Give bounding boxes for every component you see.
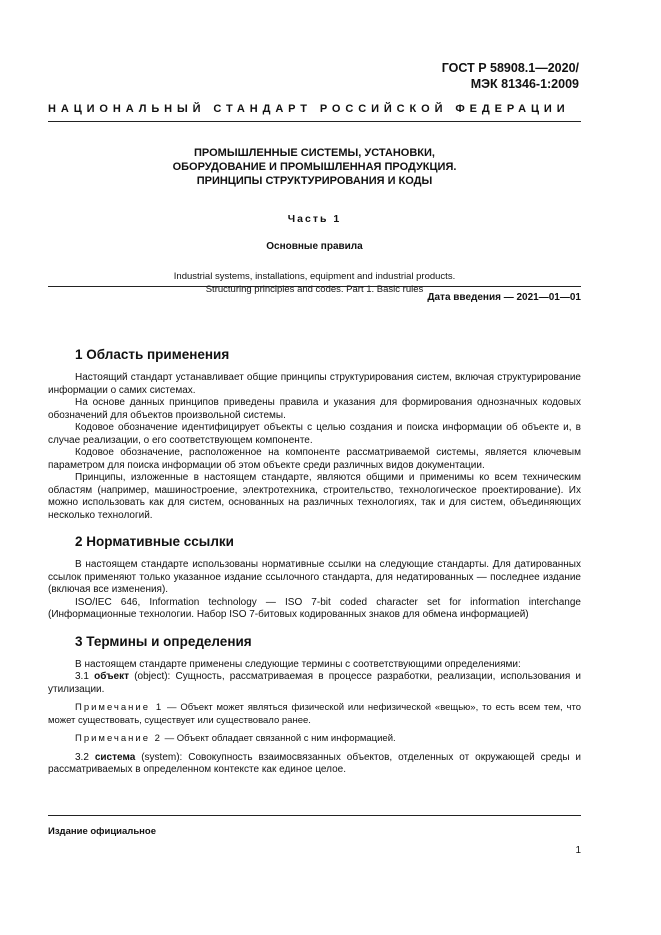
paragraph: В настоящем стандарте использованы нормативные ссылки на следующие стандарты. Для датированных ссылок применяют только указанное издание ссылочного стандарта, для недатированных — последнее издание (включая все изменения). (48, 559, 581, 595)
main-content (48, 347, 581, 777)
term-definition-3-2 (48, 752, 581, 777)
national-standard-heading: НАЦИОНАЛЬНЫЙ СТАНДАРТ РОССИЙСКОЙ ФЕДЕРАЦИИ (48, 103, 570, 115)
paragraph: ISO/IEC 646, Information technology — ISO 7-bit coded character set for information interchange (Информационные технологии. Набор ISO 7-битовых кодированных знаков для обмена информацией) (48, 596, 581, 620)
section-1-title: 1 Область применения (75, 347, 230, 362)
subtitle: Основные правила (266, 241, 363, 252)
title-rule (48, 286, 581, 287)
page-number: 1 (575, 845, 581, 856)
introduction-date: Дата введения — 2021—01—01 (427, 292, 581, 303)
standard-designation (442, 60, 579, 92)
paragraph: Принципы, изложенные в настоящем стандарте, являются общими и применимы ко всем техническим областям (например, машиностроение, электротехника, строительство, технологическое проектирование). Их можно использовать как для систем, основанных на различных технологиях, так и для систем, объединяющих несколько технологий. (48, 472, 581, 521)
term: объект (94, 671, 130, 682)
term: система (94, 751, 136, 763)
term-definition: (object): Сущность, рассматриваемая в процессе разработки, реализации, использования и утилизации. (48, 671, 582, 695)
footer-rule (48, 815, 581, 816)
note-1 (48, 702, 581, 727)
term-definition: (system): Совокупность взаимосвязанных объектов, отделенных от окружающей среды и рассматриваемых в определенном контексте как единое целое. (48, 751, 582, 775)
title-line-2: ОБОРУДОВАНИЕ И ПРОМЫШЛЕННАЯ ПРОДУКЦИЯ. (172, 161, 457, 173)
designation-line-2: МЭК 81346-1:2009 (470, 77, 579, 91)
note-2 (48, 733, 581, 746)
paragraph: Кодовое обозначение идентифицирует объекты с целью создания и поиска информации об объекте и, в случае реализации, о его соответствующем компоненте. (48, 422, 581, 446)
title-block (48, 146, 581, 296)
note-label: Примечание 1 (75, 702, 164, 713)
section-3-title: 3 Термины и определения (75, 633, 252, 649)
title-line-3: ПРИНЦИПЫ СТРУКТУРИРОВАНИЯ И КОДЫ (196, 175, 433, 187)
title-line-1: ПРОМЫШЛЕННЫЕ СИСТЕМЫ, УСТАНОВКИ, (194, 147, 435, 159)
paragraph: В настоящем стандарте применены следующие термины с соответствующими определениями: (75, 658, 521, 670)
note-text: — Объект может являться физической или нефизической «вещью», то есть всем тем, что может существовать, существует или существовало ранее. (48, 702, 582, 726)
term-number: 3.2 (75, 751, 89, 763)
term-number: 3.1 (75, 671, 89, 682)
english-title-line-1: Industrial systems, installations, equipment and industrial products. (173, 271, 456, 282)
paragraph: Кодовое обозначение, расположенное на компоненте рассматриваемой системы, является ключевым параметром для поиска информации об этом объекте среди различных видов документации. (48, 447, 581, 471)
note-label: Примечание 2 (75, 733, 162, 744)
paragraph: На основе данных принципов приведены правила и указания для формирования однозначных кодовых обозначений для объектов произвольной системы. (48, 397, 581, 421)
note-text: — Объект обладает связанной с ним информацией. (164, 733, 396, 744)
part-label: Часть 1 (287, 213, 342, 225)
header-rule (48, 121, 581, 122)
official-edition-label: Издание официальное (48, 826, 156, 837)
designation-line-1: ГОСТ Р 58908.1—2020/ (441, 61, 579, 75)
paragraph: Настоящий стандарт устанавливает общие принципы структурирования систем, включая структурирование информации о самих системах. (48, 372, 581, 396)
english-title-line-2: Structuring principles and codes. Part 1. Basic rules (205, 284, 424, 295)
section-2-title: 2 Нормативные ссылки (75, 534, 234, 549)
term-definition-3-1 (48, 671, 581, 696)
